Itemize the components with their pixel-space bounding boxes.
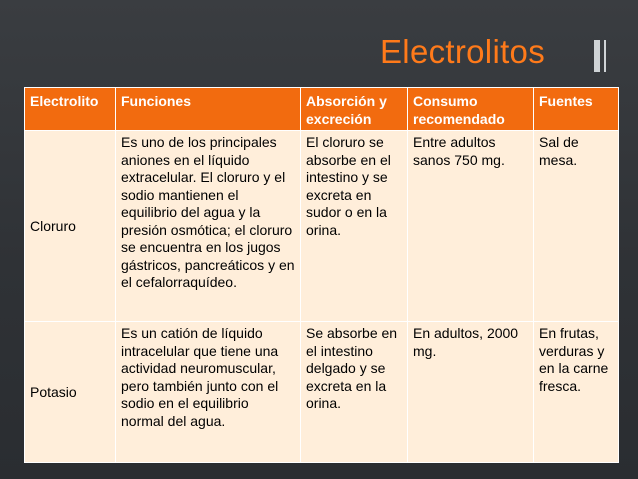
header-fuentes: Fuentes — [534, 88, 619, 131]
title-accent-bar-thin — [604, 40, 606, 72]
cell-fuentes: En frutas, verduras y en la carne fresca. — [534, 322, 619, 463]
electrolytes-table — [24, 87, 619, 463]
title-accent-bar — [594, 40, 600, 72]
table-row — [25, 131, 619, 322]
cell-funciones: Es uno de los principales aniones en el líquido extracelular. El cloruro y el sodio mantienen el equilibrio del agua y la presión osmótica; el cloruro se encuentra en los jugos gástricos, pancreáticos y en el cefalorraquídeo. — [116, 131, 301, 322]
cell-absorcion: El cloruro se absorbe en el intestino y se excreta en sudor o en la orina. — [301, 131, 408, 322]
header-consumo: Consumo recomendado — [408, 88, 534, 131]
cell-consumo: En adultos, 2000 mg. — [408, 322, 534, 463]
slide-title: Electrolitos — [380, 33, 545, 70]
cell-fuentes: Sal de mesa. — [534, 131, 619, 322]
header-electrolito: Electrolito — [25, 88, 116, 131]
cell-absorcion: Se absorbe en el intestino delgado y se excreta en la orina. — [301, 322, 408, 463]
cell-consumo: Entre adultos sanos 750 mg. — [408, 131, 534, 322]
header-absorcion: Absorción y excreción — [301, 88, 408, 131]
cell-electrolito: Cloruro — [25, 131, 116, 322]
cell-funciones: Es un catión de líquido intracelular que tiene una actividad neuromuscular, pero también junto con el sodio en el equilibrio normal del agua. — [116, 322, 301, 463]
table-row — [25, 322, 619, 463]
cell-electrolito: Potasio — [25, 322, 116, 463]
header-funciones: Funciones — [116, 88, 301, 131]
table-header-row — [25, 88, 619, 131]
